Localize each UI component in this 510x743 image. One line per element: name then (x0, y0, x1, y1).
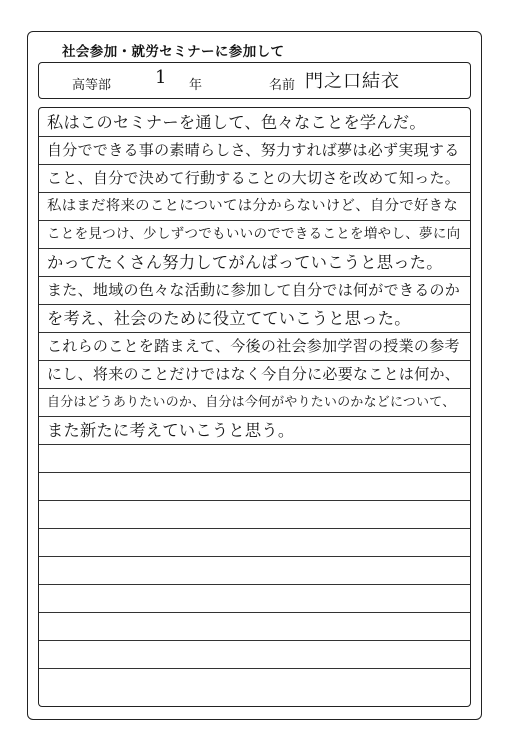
department-label: 高等部 (72, 78, 112, 93)
writing-area (38, 107, 471, 707)
essay-line-3: こと、自分で決めて行動することの大切さを改めて知った。 (47, 169, 461, 187)
ruled-line (39, 164, 470, 165)
essay-line-1: 私はこのセミナーを通して、色々なことを学んだ。 (47, 113, 426, 132)
ruled-line (39, 444, 470, 445)
ruled-line (39, 612, 470, 613)
ruled-line (39, 220, 470, 221)
essay-line-10: にし、将来のことだけではなく今自分に必要なことは何か、 (47, 365, 461, 383)
ruled-line (39, 136, 470, 137)
essay-line-8: を考え、社会のために役立てていこうと思った。 (47, 309, 411, 328)
essay-line-11: 自分はどうありたいのか、自分は今何がやりたいのかなどについて、 (47, 395, 456, 410)
ruled-line (39, 416, 470, 417)
essay-line-7: また、地域の色々な活動に参加して自分では何ができるのか (47, 281, 461, 299)
essay-line-5: ことを見つけ、少しずつでもいいのでできることを増やし、夢に向 (47, 226, 461, 242)
ruled-line (39, 248, 470, 249)
essay-line-4: 私はまだ将来のことについては分からないけど、自分で好きな (47, 198, 459, 214)
name-label: 名前 (269, 78, 296, 93)
student-info-box (38, 62, 471, 99)
ruled-line (39, 556, 470, 557)
ruled-line (39, 472, 470, 473)
essay-line-12: また新たに考えていこうと思う。 (47, 421, 295, 440)
ruled-line (39, 668, 470, 669)
essay-line-9: これらのことを踏まえて、今後の社会参加学習の授業の参考 (47, 337, 460, 355)
ruled-line (39, 640, 470, 641)
grade-value: 1 (155, 67, 167, 88)
ruled-line (39, 360, 470, 361)
form-title: 社会参加・就労セミナーに参加して (62, 44, 285, 60)
ruled-line (39, 584, 470, 585)
ruled-line (39, 388, 470, 389)
ruled-line (39, 528, 470, 529)
ruled-line (39, 304, 470, 305)
essay-line-2: 自分でできる事の素晴らしさ、努力すれば夢は必ず実現する (47, 141, 460, 159)
student-name: 門之口結衣 (305, 71, 400, 92)
ruled-line (39, 500, 470, 501)
essay-sheet (27, 31, 482, 720)
ruled-line (39, 192, 470, 193)
ruled-line (39, 276, 470, 277)
essay-line-6: かってたくさん努力してがんばっていこうと思った。 (47, 253, 443, 272)
ruled-line (39, 332, 470, 333)
grade-unit-label: 年 (189, 78, 203, 93)
